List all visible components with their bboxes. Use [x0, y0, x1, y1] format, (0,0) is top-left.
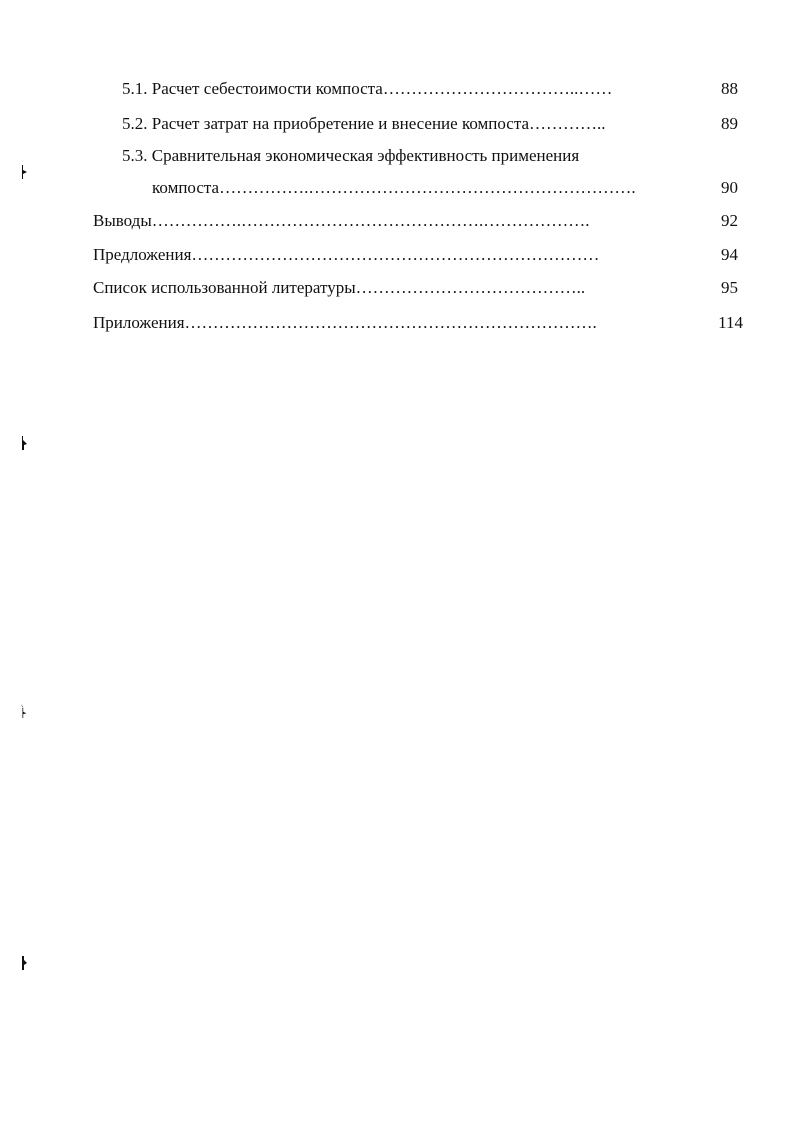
toc-entry-5-1-title: 5.1. Расчет себестоимости компоста……………………………..…… [122, 79, 613, 98]
toc-entry-appendices-title: Приложения………………………………………………………………. [93, 313, 597, 332]
toc-entry-5-3-page: 90 [721, 178, 738, 197]
toc-entry-5-2-title: 5.2. Расчет затрат на приобретение и внесение компоста………….. [122, 114, 606, 133]
toc-entry-conclusions-page: 92 [721, 211, 738, 230]
scan-mark-icon [20, 956, 28, 970]
toc-entry-references-page: 95 [721, 278, 738, 297]
toc-entry-5-1-page: 88 [721, 79, 738, 98]
toc-entry-conclusions-title: Выводы…………….…………………………………….………………. [93, 211, 590, 230]
toc-entry-5-2-page: 89 [721, 114, 738, 133]
scan-mark-icon [20, 704, 28, 718]
toc-entry-references-title: Список использованной литературы………………………………….. [93, 278, 586, 297]
toc-entry-5-3-title-line2: компоста…………….…………………………………………………. [152, 178, 636, 197]
scan-mark-icon [20, 436, 28, 450]
toc-entry-5-3-title-line1: 5.3. Сравнительная экономическая эффективность применения [122, 146, 580, 165]
toc-entry-proposals-page: 94 [721, 245, 738, 264]
toc-entry-proposals-title: Предложения……………………………………………………………… [93, 245, 600, 264]
scan-mark-icon [20, 165, 28, 179]
toc-entry-appendices-page: 114 [718, 313, 743, 332]
